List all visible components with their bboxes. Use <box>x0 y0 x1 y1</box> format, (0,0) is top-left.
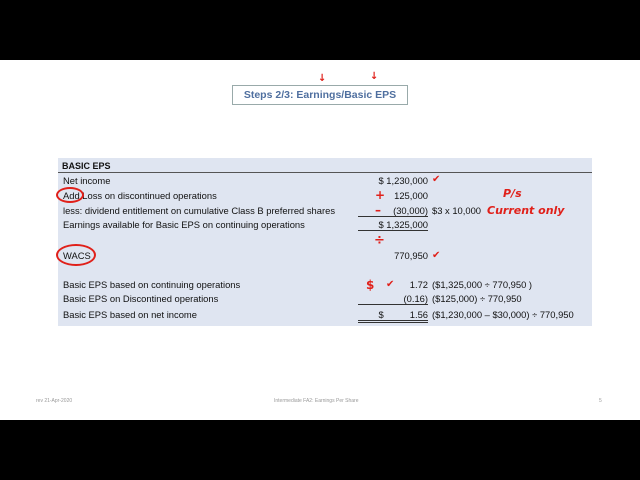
row-label: Basic EPS based on continuing operations <box>63 279 241 290</box>
divide-annotation: ÷ <box>374 233 385 248</box>
row-amount: 1.72 <box>409 279 428 290</box>
slide <box>0 60 640 420</box>
ps-annotation: P/s <box>503 187 522 200</box>
row-label: Add Loss on discontinued operations <box>63 190 217 201</box>
check-icon: ✔ <box>432 250 441 261</box>
row-note: $3 x 10,000 <box>432 205 481 216</box>
footer-date: rev 21-Apr-2020 <box>36 398 73 404</box>
row-label: Basic EPS on Discontined operations <box>63 293 219 304</box>
minus-annotation: – <box>375 203 381 217</box>
row-note: ($125,000) ÷ 770,950 <box>432 293 522 304</box>
row-amount: (30,000) <box>358 205 428 217</box>
check-icon: ✔ <box>432 174 441 185</box>
row-label: Net income <box>63 175 111 186</box>
slide-title: Steps 2/3: Earnings/Basic EPS <box>232 85 408 105</box>
basic-eps-table <box>58 158 592 326</box>
circle-annotation <box>56 244 96 266</box>
arrow-annotation-icon: ↓ <box>370 71 379 82</box>
table-header: BASIC EPS <box>62 161 111 171</box>
circle-annotation <box>56 187 84 203</box>
dollar-annotation: $ <box>366 278 375 292</box>
row-amount: $ 1,230,000 <box>378 175 428 186</box>
row-amount: 770,950 <box>394 250 428 261</box>
row-label: less: dividend entitlement on cumulative Class B preferred shares <box>63 205 336 216</box>
row-label: Earnings available for Basic EPS on continuing operations <box>63 219 305 230</box>
row-note: ($1,325,000 ÷ 770,950 ) <box>432 279 533 290</box>
page-number: 5 <box>599 398 602 404</box>
arrow-annotation-icon: ↓ <box>318 73 327 84</box>
plus-annotation: + <box>375 188 386 202</box>
row-amount: $ 1,325,000 <box>358 219 428 231</box>
row-label: WACS <box>63 250 91 261</box>
current-only-annotation: Current only <box>487 204 565 217</box>
footer-title: Intermediate FA2: Earnings Per Share <box>274 398 359 404</box>
divider <box>58 172 592 173</box>
check-icon: ✔ <box>386 279 395 290</box>
row-amount: (0.16) <box>358 293 428 305</box>
row-label: Basic EPS based on net income <box>63 309 197 320</box>
row-amount: $ 1.56 <box>358 309 428 323</box>
row-note: ($1,230,000 – $30,000) ÷ 770,950 <box>432 309 574 320</box>
row-amount: 125,000 <box>394 190 428 201</box>
